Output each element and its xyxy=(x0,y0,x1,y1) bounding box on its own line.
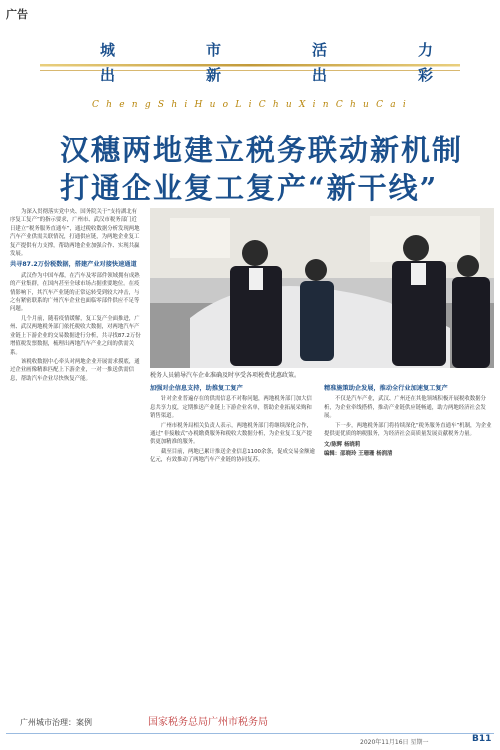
news-photo xyxy=(150,208,494,368)
photo-caption: 税务人员辅导汽车企业准确及时享受各项税费优惠政策。 xyxy=(150,372,301,379)
slogan-char: 出 xyxy=(312,66,330,84)
lead-paragraph: 为深入贯彻落实党中央、国务院关于“支持湖北有序复工复产”的指示要求，广州市、武汉市税务部门近日建立“税务服务直通车”，通过税收数据分析发现两地汽车产业供需关联情况，打通供应链，为两地企业复工复产提供有力支撑，帮助两地企业加强合作、实现共赢发展。 xyxy=(10,209,140,258)
section-3-paragraph: 下一步，两地税务部门将持续深化“税务服务直通车”机制，为企业提供更优质的纳税服务，为经济社会高质量发展贡献税务力量。 xyxy=(324,422,492,438)
ad-tag: 广告 xyxy=(6,8,28,21)
slogan-char: 彩 xyxy=(418,66,436,84)
slogan-char: 市 xyxy=(206,41,224,59)
footer-rule xyxy=(6,733,494,734)
section-3-heading: 精准施策助企发展，推动全行业加速复工复产 xyxy=(324,385,448,392)
article-column-right xyxy=(324,382,494,708)
section-2-heading: 加强对企信息支持，助推复工复产 xyxy=(150,385,243,392)
section-3-paragraph: 不仅是汽车产业，武汉、广州还在其他领域积极开展税收数据分析，为企业牵线搭桥，推动产业链供应链畅通，助力两地经济社会发展。 xyxy=(324,396,486,420)
photo-illustration xyxy=(150,208,494,368)
section-2-paragraph: 截至目前，两地已累计推送企业信息1100余条，促成交易金额逾亿元，有效推动了两地汽车产业链的协同复苏。 xyxy=(150,448,315,464)
section-1-paragraph: 该税收数据中心牵头对两地企业开展需求摸底，通过企业画像精准匹配上下游企业，一对一推送供需信息，帮助汽车企业尽快恢复产能。 xyxy=(10,358,140,382)
section-2-paragraph: 广州市税务局相关负责人表示，两地税务部门将继续深化合作，通过“非接触式”办税缴费服务和税收大数据分析，为企业复工复产提供更加精准的服务。 xyxy=(150,422,312,446)
footer-date: 2020年11月16日 星期一 xyxy=(360,739,429,746)
page-number: B11 xyxy=(472,734,492,744)
slogan-char: 新 xyxy=(206,66,224,84)
slogan-char: 出 xyxy=(100,66,118,84)
slogan-pinyin: C h e n g S h i H u o L i C h u X i n C h u C a i xyxy=(92,100,408,110)
footer-section-label: 广州城市治理：案例 xyxy=(20,718,92,727)
headline-line-2: 打通企业复工复产“新干线” xyxy=(60,171,439,205)
article-column-left xyxy=(10,208,142,708)
headline-line-1: 汉穗两地建立税务联动新机制 xyxy=(60,133,464,167)
slogan-char: 活 xyxy=(312,41,330,59)
slogan-char: 城 xyxy=(100,41,118,59)
section-1-paragraph: 几个月前，随着疫情缓解，复工复产全面推进，广州、武汉两地税务部门依托税收大数据，对两地汽车产业链上下游企业的交易数据进行分析，共寻找87.2万份增值税发票数据，梳理出两地汽车产业之间的供需关系。 xyxy=(10,315,141,356)
section-2-paragraph: 针对企业普遍存在的供需信息不对称问题，两地税务部门加大信息共享力度，定期推送产业链上下游企业名单，帮助企业拓展采购和销售渠道。 xyxy=(150,396,312,420)
section-1-paragraph: 武汉作为中国车都，在汽车及零部件领域拥有成熟的产业集群，在国内甚至全球市场占据重要地位。在疫情影响下，其汽车产业链的正常运转受到较大冲击，与之有紧密联系的广州汽车企业也面临零部件供应不足等问题。 xyxy=(10,272,140,313)
slogan-banner xyxy=(0,20,500,116)
section-1-heading: 共寻87.2万份税数据，搭建产业对接快速通道 xyxy=(10,261,137,269)
article-column-middle xyxy=(150,382,316,708)
slogan-char: 力 xyxy=(418,41,436,59)
byline: 文/陈辉 杨晓莉 xyxy=(324,442,361,449)
editor-credit: 编辑：邵晓玲 王珊珊 杨润清 xyxy=(324,450,393,457)
footer-sponsor: 国家税务总局广州市税务局 xyxy=(148,717,268,728)
